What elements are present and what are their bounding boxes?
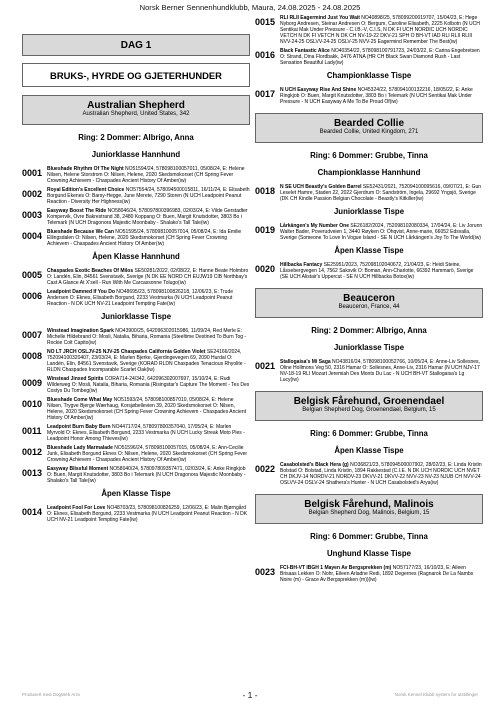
entry-details: NO36821/23, 578094500007902, 28/02/23, E: Linda Kristin Bolstad O: Bolstad, Linda Kristin, 1894 Rakkestad (C.I.E. N DK UCH NORDIC UCH NVET CH DKJV-14 NORDV-21 NORDV-23 DKVV-21 DKVV-22 NVV-23 NV-23 NJUB CH NVV-24 OSLVV-24 OSLV-24 Shathera's Hunter - N UCH Casabolsted's Arya(iw) bbox=[280, 462, 482, 486]
catalog-entry bbox=[255, 184, 483, 202]
entry-details: NO58040/24, 578097809357471, 02/03/24, E: Anke Ringkjob O: Buen, Margit Knutsdotter, 3803 Bo i Telemark (N UCH Dragonora Majestic Moonbaby - Shalako's Tall Tale(iw) bbox=[47, 466, 246, 484]
entry-number: 0001 bbox=[22, 168, 43, 178]
dog-name: Winstead Imagination Spark bbox=[47, 328, 114, 334]
right-top-entries bbox=[255, 15, 483, 66]
entry-number: 0005 bbox=[22, 270, 43, 280]
catalog-entry bbox=[255, 565, 483, 583]
catalog-entry bbox=[255, 359, 483, 383]
class-heading: Unghund Klasse Tispe bbox=[327, 549, 411, 558]
entry-details: NO48703/23, 578098100826259, 12/06/23, E: Malin Bjørngård O: Eknes, Elisabeth Borgund, 2233 Vestmarka (N UCH Leadpoint Peanut Reaction - N DK UCH NV-21 Leadpoint Tempting Fate(iw) bbox=[47, 505, 248, 523]
entry-details: NO40354/22, 578098100791723, 24/03/22, E: Carina Engebretsen O: Strand, Dina Flordbakk, 2476 ATNA (HR CH Black Swan Diamond Rush - Last Sensation Beautiful Lady(iw) bbox=[280, 48, 480, 66]
catalog-entry bbox=[22, 376, 250, 394]
ring-judge: Ring: 2 Dommer: Albrigo, Anna bbox=[311, 326, 427, 335]
dog-name: Casabolsted's Black Hera (g) bbox=[280, 462, 349, 468]
entry-details: NO57177/23, 16/10/23, E: Aileen Brisaas Lekken O: Nohr, Eileen Arladne Redi, 1892 Degernes (Ragnarok De La Nambs Noire (m) - Grace Av Bergsprekken (m))(iw) bbox=[280, 565, 474, 583]
entry-details: NO51593/24, 578098100857010, 05/08/24, E: Helene Nilsen, Trygve Bjerge Wærhaug, Korsjøbellevien 39, 2020 Skedsmokorset O: Nilsen, Helene, 2020 Skedsmokorset (CH Spring Fever Crowning Achievem - Chaspades Ancient History Of Amber(iw) bbox=[47, 397, 246, 421]
ring-judge: Ring: 6 Dommer: Grubbe, Tinna bbox=[310, 532, 428, 541]
dog-name: Easyway Boost The Ride bbox=[47, 208, 107, 214]
catalog-entry bbox=[22, 229, 250, 247]
footer-left: Produsert med DogWeb Arra bbox=[22, 692, 80, 697]
entry-details: NO48695/23, 578098100826218, 12/06/23, E: Trude Andersen O: Eknes, Elisabeth Borgund, 2233 Vestmarka (N UCH Leadpoint Peanut Reaction - N DK UCH NV-21 Leadpoint Tempting Fate(iw) bbox=[47, 289, 234, 307]
dog-name: FCI-BH-VT IBGH 1 Mayen Av Bergsprekken (m) bbox=[280, 565, 392, 571]
class-heading: Juniorklasse Tispe bbox=[333, 343, 405, 352]
entry-number: 0006 bbox=[22, 291, 43, 301]
ring-judge: Ring: 6 Dommer: Grubbe, Tinna bbox=[310, 429, 428, 438]
right-top-class-entries bbox=[255, 87, 483, 105]
dog-name: Stallogaisa's Mi Saga bbox=[280, 359, 331, 365]
dog-name: Lårkängen's My Number One bbox=[280, 223, 349, 229]
entry-number: 0009 bbox=[22, 378, 43, 388]
catalog-entry bbox=[22, 187, 250, 205]
dog-name: Royal Edition's Excellent Choice bbox=[47, 187, 125, 193]
dog-name: Blueshade Come What May bbox=[47, 397, 113, 403]
class-heading: Championklasse Hannhund bbox=[317, 168, 421, 177]
dog-name: NO LT JRCH OSLJV-25 NJV-25 Chaspades California Golden Violet bbox=[47, 349, 206, 355]
breed-name: Beauceron bbox=[343, 293, 395, 304]
breed-subtitle: Australian Shepherd, United States, 342 bbox=[82, 111, 190, 117]
left-sections bbox=[22, 150, 250, 523]
page-header: Norsk Berner Sennenhundklubb, Maura, 24.08.2025 - 24.08.2025 bbox=[139, 3, 361, 12]
breed-box bbox=[255, 494, 483, 524]
entry-number: 0004 bbox=[22, 231, 43, 241]
class-heading: Juniorklasse Tispe bbox=[100, 312, 172, 321]
dog-name: RLI RLII Eagermind Just You Wait bbox=[280, 15, 360, 21]
entry-details: NO51595/24, 578098100057014, 05/08/24, E: Ida Emilie Ellingsdalen O: Nilsen, Helene, 2020 Skedsmokorset (CH Spring Fever Crowning Achievem - Chaspades Ancient History Of Amber(iw) bbox=[47, 229, 242, 247]
entry-number: 0023 bbox=[255, 567, 276, 577]
right-breeds bbox=[255, 113, 483, 583]
entry-number: 0017 bbox=[255, 89, 276, 99]
catalog-entry bbox=[22, 328, 250, 346]
catalog-entry bbox=[255, 223, 483, 241]
entry-details: NO57554/24, 578094500015811, 16/11/24, E: Elisabeth Borgund Ekenes O: Barsy-Hegge, June Merete, 7290 Storen (N UCH Leadpoint Peanut Reaction - Diversity Her Highness(iw) bbox=[47, 187, 250, 205]
breed-box bbox=[255, 113, 483, 143]
right-column bbox=[255, 12, 483, 583]
entry-number: 0015 bbox=[255, 17, 276, 27]
catalog-entry bbox=[22, 289, 250, 307]
entry-number: 0021 bbox=[255, 361, 276, 371]
ring-judge: Ring: 6 Dommer: Grubbe, Tinna bbox=[310, 151, 428, 160]
page-number: - 1 - bbox=[242, 690, 258, 700]
class-heading: Åpen Klasse Tispe bbox=[334, 446, 404, 455]
ring-judge: Ring: 2 Dommer: Albrigo, Anna bbox=[78, 133, 194, 142]
entry-number: 0012 bbox=[22, 447, 43, 457]
catalog-entry bbox=[22, 208, 250, 226]
class-heading: Åpen Klasse Tispe bbox=[101, 489, 171, 498]
breed-subtitle: Belgian Shepherd Dog, Malinois, Belgium, 15 bbox=[308, 510, 430, 516]
breed-box bbox=[255, 288, 483, 318]
dog-name: N UCH Easyway Rise And Shine bbox=[280, 87, 357, 93]
catalog-entry bbox=[22, 445, 250, 463]
entry-details: NO44717/24, 578097800357040, 17/05/24, E: Marlen Myrvold O: Eknes, Elisabeth Borgund, 2233 Vestmarka (N UCH Lucky Streak Moto Pies - Leadpoint Honor Among Thieves(iw) bbox=[47, 424, 245, 442]
entry-details: NO45324/22, 578094100132216, 18/05/22, E: Anke Ringkjob O: Buen, Margit Knutsdotter, 3803 Bo i Telemark (N UCH Sentikai Mak Under Pressure - N UCH Easyway A Me To Be Proud Of(iw) bbox=[280, 87, 473, 105]
class-heading: Juniorklasse Tispe bbox=[333, 207, 405, 216]
entry-details: NO43816/24, 578098100052766, 10/05/24, E: Anne-Liv Sollesnes, Oline Hollmons Veg 50, 2316 Hamar O: Sollesnes, Anne-Liv, 2316 Hamar (N UCH NJV-17 NV-18-19 RLI Mozart Jeremiah Des Monts Du Lac - N UCH BH-VT Stallogaisa's Lg Lucy(iw) bbox=[280, 359, 480, 383]
dog-name: Winstead Jinxed Spirits bbox=[47, 376, 104, 382]
dog-name: Chaspades Exotic Beaches Of Milos bbox=[47, 268, 134, 274]
entry-number: 0019 bbox=[255, 225, 276, 235]
entry-details: SE26182/2024, 752098102080334, 17/04/24, E: Liv Jorunn Walter Bader, Poverudveien 1, 3440 Røyken O: Öhqvist, Anne-marie, 66052 Edsvalla, Sverige (Someone To Love In Vogue Island - SE N UCH Lårkängen's Joy To The World(iw) bbox=[280, 223, 483, 241]
entry-number: 0002 bbox=[22, 189, 43, 199]
class-heading: Åpen Klasse Hannhund bbox=[92, 252, 180, 261]
dog-name: Hillbacka Fantacy bbox=[280, 262, 323, 268]
entry-details: SE52431/2021, 752094100095616, 09/07/21, E: Gun Leselet Hamre, Staden 22, 2022 Gjerdrum O: Sandström, Ingela, 29692 Yngsjö, Sverige (DK CH Kindle Passion Belgian Chocolate - Beastly's Kitkiller(iw) bbox=[280, 184, 482, 202]
dog-name: Black Fantastic Alice bbox=[280, 48, 330, 54]
dog-name: Blueshade Lady Marmalade bbox=[47, 445, 113, 451]
entry-details: CORA714-24/342, 642096302007697, 15/10/24, E: Rudi Wilderweg O: Mosli, Natalia, Biharia, Romania (Risingstar's Capture The Moment - Tes Des Costys Du Tombeg(iw) bbox=[47, 376, 250, 394]
entry-number: 0013 bbox=[22, 468, 43, 478]
breed-subtitle: Beauceron, France, 44 bbox=[338, 304, 400, 310]
catalog-entry bbox=[22, 424, 250, 442]
entry-number: 0018 bbox=[255, 186, 276, 196]
entry-details: SE24166/2024, 752094100320407, 23/03/24, E: Marlen Bjerke, Gjerdingevegen 69, 2090 Hurdal O: Landén, Elin, 84561 Svenstavik, Sverige (KORAD RLDN Chaspades Tenacious Rhyolite - RLDN Chaspades Incomparable Scarlet Oak(iw) bbox=[47, 349, 246, 373]
catalog-entry bbox=[22, 466, 250, 484]
catalog-entry bbox=[255, 15, 483, 45]
dog-name: Blueshade Because We Can bbox=[47, 229, 114, 235]
breed-box bbox=[22, 95, 250, 125]
entry-details: NO51594/24, 578098100057011, 05/08/24, E: Helene Nilsen, Helene Storstrom O: Nilsen, Helene, 2020 Skedsmokorset (CH Spring Fever Crowning Achievem - Chaspades Ancient History Of Amber(iw) bbox=[47, 166, 245, 184]
dog-name: Blueshade Rhythm Of The Night bbox=[47, 166, 124, 172]
left-column bbox=[22, 34, 250, 523]
dog-name: Easyway Blissful Moment bbox=[47, 466, 109, 472]
class-heading: Åpen Klasse Tispe bbox=[334, 246, 404, 255]
breed-subtitle: Belgian Shepherd Dog, Groenendael, Belgium, 15 bbox=[302, 407, 436, 413]
entry-number: 0014 bbox=[22, 507, 43, 517]
catalog-entry bbox=[255, 462, 483, 486]
class-heading: Juniorklasse Hannhund bbox=[91, 150, 181, 159]
entry-number: 0011 bbox=[22, 426, 42, 436]
entry-number: 0003 bbox=[22, 210, 43, 220]
dog-name: Leadpoint Burn Baby Burn bbox=[47, 424, 111, 430]
entry-number: 0022 bbox=[255, 464, 276, 474]
catalog-entry bbox=[255, 48, 483, 66]
dog-name: Leadpoint Fool For Love bbox=[47, 505, 106, 511]
catalog-entry bbox=[255, 87, 483, 105]
dog-name: N SE UCH Beastly's Golden Barrel bbox=[280, 184, 362, 190]
breed-name: Australian Shepherd bbox=[87, 100, 185, 111]
entry-number: 0007 bbox=[22, 330, 43, 340]
catalog-entry bbox=[22, 349, 250, 373]
entry-number: 0008 bbox=[22, 351, 43, 361]
entry-details: NO51596/24, 578098100057015, 05/08/24, E: Ann-Cecilie Junk, Elisabeth Borgund Eknes O: Nilsen, Helene, 2020 Skedsmokorset (CH Spring Fever Crowning Achievem - Chaspades Ancient History Of Amber(iw) bbox=[47, 445, 248, 463]
catalog-entry bbox=[22, 268, 250, 286]
catalog-entry bbox=[22, 397, 250, 421]
entry-number: 0016 bbox=[255, 50, 276, 60]
dog-name: Leadpoint Damned If You Do bbox=[47, 289, 115, 295]
class-heading: Championklasse Tispe bbox=[326, 71, 412, 80]
breed-subtitle: Bearded Collie, United Kingdom, 271 bbox=[319, 129, 419, 135]
catalog-entry bbox=[22, 166, 250, 184]
breed-name: Bearded Collie bbox=[333, 118, 405, 129]
entry-number: 0010 bbox=[22, 399, 43, 409]
day-box: DAG 1 bbox=[22, 34, 250, 56]
breed-name: Belgisk Fårehund, Groenendael bbox=[293, 396, 445, 407]
page-footer bbox=[0, 690, 500, 702]
footer-right: Norsk Kennel Klubb system for utstillinger bbox=[394, 692, 478, 697]
entry-details: NO43900/25, 642096302015986, 11/09/24, Red Merle E: Michelle Hildebrand O: Mosli, Natalia, Biharia, Romania (Steeltime Destined To Burn Tog - Rockie Colt Capito(iw) bbox=[47, 328, 247, 346]
entry-details: NO58046/24, 578097800396983, 02/03/24, E: Vilde Gerstadter Kompervik, Ovre Bakrestrand 38, 2480 Koppang O: Buen, Margit Knutsdotter, 3803 Bo i Telemark (N UCH Dragonora Majestic Moonbaby - Shalako's Tall Tale(iw) bbox=[47, 208, 248, 226]
group-box: BRUKS-, HYRDE OG GJETERHUNDER bbox=[22, 63, 250, 87]
catalog-entry bbox=[255, 262, 483, 280]
entry-number: 0020 bbox=[255, 264, 276, 274]
breed-name: Belgisk Fårehund, Malinois bbox=[304, 499, 434, 510]
catalog-entry bbox=[22, 505, 250, 523]
entry-details: SE25951/2023, 752098102040672, 21/04/23, E: Heidi Steine, Låssebergvegen 14, 7562 Saksvik O: Boman, Ann-Charlotte, 66392 Hammarö, Sverige (SE UCH Alistair's Uppercut - SE N UCH Hillbacka Botox(iw) bbox=[280, 262, 474, 280]
entry-details: NO40898/25, 578099200019707, 15/04/23, E: Hege Nyborg Andresen, Steinar Andresen O: Bergum, Caroline Elisabeth, 2225 Kolbotn (N UCH Sentikai Mak Under Pressure - C.I.B.-V, C.I.S, N DK FI UCH NORDIC UCH NORDIC VETCH N DK FI VETCH N DK CH NV-19-22 DKV-21 SPH O BH-VT IAD RLI RLII RLIII NVV-24-25 OSLVV-24-25 OSLV-25 NVV-25 Eagermind Remember The Best(iw) bbox=[280, 15, 480, 45]
breed-box bbox=[255, 391, 483, 421]
entry-details: SE50281/2022, 02/08/22, E: Hanne Beate Holmbro O: Landén, Elin, 84561 Svenstavik, Sverige (N DK EE NORD CH EUJW19 CIB Northbay's Cast A Glance At X'sell - Run With Me Carcassonne Tolugo(iw) bbox=[47, 268, 249, 286]
